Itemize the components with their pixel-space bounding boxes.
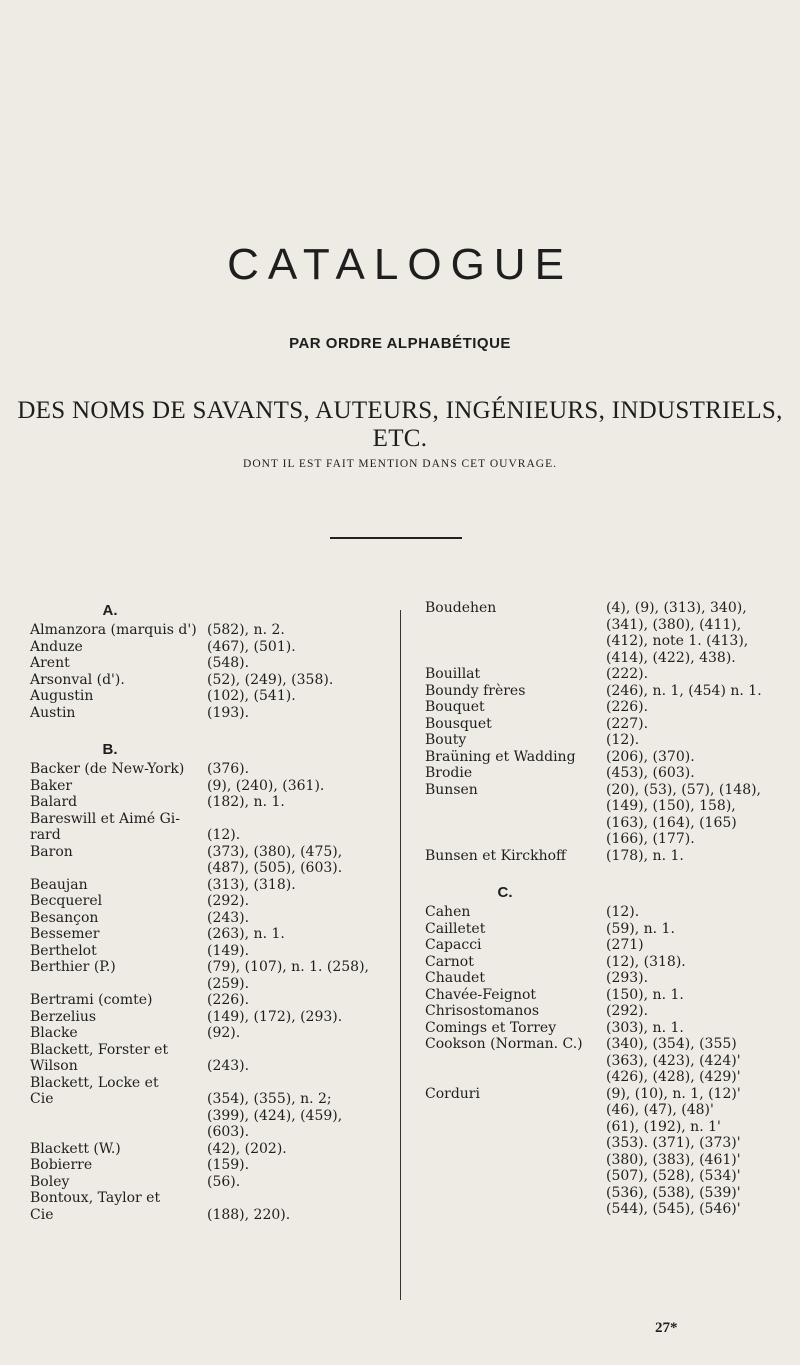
entry-references: (42), (202).: [207, 1140, 287, 1157]
entry-references: (227).: [606, 715, 649, 732]
entry-references: (188), 220).: [207, 1206, 291, 1223]
index-entry: [30, 959, 395, 992]
entry-name: Comings et Torrey: [425, 1019, 557, 1036]
index-entry: [425, 765, 775, 782]
entry-references: (373), (380), (475), (487), (505), (603).: [207, 843, 343, 876]
index-entry: [30, 1141, 395, 1158]
entry-references: (193).: [207, 704, 250, 721]
index-entry: [425, 987, 775, 1004]
entry-references: (293).: [606, 970, 649, 986]
entry-references: (56).: [207, 1173, 241, 1190]
entry-name: Braüning et Wadding: [425, 748, 576, 765]
index-entry: [30, 688, 395, 705]
entry-references: (354), (355), n. 2; (399), (424), (459), (603).: [207, 1091, 343, 1140]
page-heading: DES NOMS DE SAVANTS, AUTEURS, INGÉNIEURS, INDUSTRIELS, ETC.: [17, 397, 783, 452]
entry-name: Bareswill et Aimé Gi- rard: [30, 810, 181, 843]
index-entry: [30, 1075, 395, 1141]
entry-references: (226).: [207, 992, 250, 1008]
index-entry: [425, 937, 775, 954]
entry-references: (376).: [207, 761, 250, 777]
entry-name: Carnot: [425, 953, 474, 970]
entry-name: Berthelot: [30, 942, 97, 959]
index-entry: [30, 926, 395, 943]
entry-references: (102), (541).: [207, 688, 296, 704]
entry-references: (243).: [207, 909, 250, 926]
entry-name: Anduze: [30, 638, 83, 655]
entry-name: Austin: [30, 704, 76, 721]
entry-name: Berzelius: [30, 1008, 97, 1025]
entry-name: Brodie: [425, 765, 473, 781]
entry-references: (4), (9), (313), 340), (341), (380), (411), (412), note 1. (413), (414), (422), 438).: [606, 600, 749, 666]
entry-name: Boudehen: [425, 600, 497, 616]
entry-name: Bousquet: [425, 715, 492, 732]
index-entry: [30, 877, 395, 894]
section-letter: B.: [102, 741, 118, 758]
entry-name: Augustin: [30, 688, 94, 704]
entry-references: (52), (249), (358).: [207, 671, 334, 688]
index-entry: [425, 749, 775, 766]
entry-references: (92).: [207, 1025, 241, 1041]
entry-references: (263), n. 1.: [207, 926, 285, 942]
index-entry: [30, 1157, 395, 1174]
entry-name: Bouillat: [425, 666, 481, 682]
index-entry: [425, 970, 775, 987]
entry-name: Bontoux, Taylor et Cie: [30, 1190, 161, 1223]
entry-references: (149), (172), (293).: [207, 1008, 343, 1025]
divider-rule: [330, 537, 462, 539]
entry-references: (246), n. 1, (454) n. 1.: [606, 682, 762, 699]
entry-references: (149).: [207, 942, 250, 959]
left-column: [30, 600, 395, 1223]
entry-name: Balard: [30, 794, 78, 810]
index-entry: [425, 1036, 775, 1086]
entry-name: Beaujan: [30, 876, 88, 893]
index-entry: [30, 761, 395, 778]
page-subtitle: PAR ORDRE ALPHABÉTIQUE: [289, 335, 511, 352]
index-entry: [425, 1020, 775, 1037]
entry-name: Chaudet: [425, 970, 485, 986]
entry-name: Bunsen et Kirckhoff: [425, 847, 566, 864]
index-entry: [30, 794, 395, 811]
entry-name: Backer (de New-York): [30, 761, 185, 777]
entry-references: (292).: [207, 893, 250, 909]
index-entry: [425, 732, 775, 749]
entry-references: (12).: [207, 827, 241, 843]
section-letter: A.: [102, 602, 118, 619]
index-entry: [30, 943, 395, 960]
entry-name: Boundy frères: [425, 682, 526, 699]
entry-name: Bouty: [425, 732, 467, 748]
entry-name: Bobierre: [30, 1157, 93, 1173]
entry-name: Becquerel: [30, 893, 103, 909]
index-entry: [30, 655, 395, 672]
entry-references: (340), (354), (355) (363), (423), (424)' (426), (428), (429)': [606, 1036, 741, 1085]
entry-name: Cahen: [425, 904, 471, 920]
index-entry: [30, 1042, 395, 1075]
index-entry: [30, 910, 395, 927]
index-entry: [425, 666, 775, 683]
index-entry: [30, 778, 395, 795]
right-column: [425, 600, 775, 1218]
entry-references: (292).: [606, 1003, 649, 1019]
entry-references: (548).: [207, 655, 250, 671]
entry-name: Besançon: [30, 909, 99, 926]
entry-references: (59), n. 1.: [606, 920, 675, 937]
section-gap: [30, 721, 395, 739]
entry-references: (178), n. 1.: [606, 847, 684, 864]
index-entry: [30, 1174, 395, 1191]
entry-name: Blackett, Locke et Cie: [30, 1074, 159, 1107]
index-entry: [425, 904, 775, 921]
index-entry: [30, 1025, 395, 1042]
index-entry: [30, 811, 395, 844]
entry-references: (12), (318).: [606, 953, 686, 970]
entry-references: (582), n. 2.: [207, 622, 285, 638]
index-entry: [425, 600, 775, 666]
entry-name: Cailletet: [425, 920, 486, 937]
entry-name: Blackett (W.): [30, 1140, 121, 1157]
entry-name: Bunsen: [425, 781, 478, 798]
index-entry: [30, 622, 395, 639]
index-entry: [425, 699, 775, 716]
index-entry: [30, 992, 395, 1009]
entry-name: Almanzora (marquis d'): [30, 622, 197, 638]
index-entry: [30, 705, 395, 722]
entry-references: (182), n. 1.: [207, 794, 285, 810]
entry-name: Chavée-Feignot: [425, 986, 537, 1003]
index-entry: [425, 954, 775, 971]
entry-references: (222).: [606, 666, 649, 682]
entry-references: (226).: [606, 699, 649, 715]
page-number: 27*: [655, 1320, 678, 1336]
entry-name: Baker: [30, 777, 73, 794]
index-entry: [425, 848, 775, 865]
entry-references: (150), n. 1.: [606, 986, 684, 1003]
entry-references: (20), (53), (57), (148), (149), (150), 158), (163), (164), (165) (166), (177).: [606, 781, 762, 847]
entry-name: Chrisostomanos: [425, 1003, 540, 1019]
entry-references: (206), (370).: [606, 748, 695, 765]
index-entry: [30, 1009, 395, 1026]
entry-name: Baron: [30, 843, 73, 860]
index-entry: [425, 1003, 775, 1020]
index-entry: [425, 921, 775, 938]
entry-name: Corduri: [425, 1085, 480, 1102]
index-entry: [425, 782, 775, 848]
entry-references: (9), (10), n. 1, (12)' (46), (47), (48)' (61), (192), n. 1' (353). (371), (373)' (380), (383), (461)' (507), (528), (534)' (536), (538), (539)' (544), (545), (546)': [606, 1085, 741, 1217]
entry-name: Cookson (Norman. C.): [425, 1036, 583, 1052]
entry-name: Berthier (P.): [30, 959, 116, 975]
entry-references: (12).: [606, 732, 640, 748]
entry-name: Blacke: [30, 1025, 78, 1041]
entry-references: (243).: [207, 1058, 250, 1074]
entry-name: Arent: [30, 655, 70, 671]
index-entry: [425, 716, 775, 733]
index-entry: [425, 1086, 775, 1218]
index-entry: [30, 672, 395, 689]
entry-references: (271): [606, 937, 644, 953]
entry-references: (159).: [207, 1157, 250, 1173]
entry-name: Bertrami (comte): [30, 992, 153, 1008]
entry-references: (79), (107), n. 1. (258), (259).: [207, 959, 370, 992]
entry-references: (303), n. 1.: [606, 1019, 684, 1036]
entry-name: Boley: [30, 1173, 70, 1190]
index-entry: [30, 893, 395, 910]
entry-references: (453), (603).: [606, 765, 695, 781]
entry-references: (313), (318).: [207, 876, 296, 893]
entry-name: Bouquet: [425, 699, 485, 715]
index-entry: [30, 639, 395, 656]
entry-name: Bessemer: [30, 926, 100, 942]
index-entry: [30, 844, 395, 877]
entry-name: Blackett, Forster et Wilson: [30, 1041, 169, 1074]
section-gap: [425, 864, 775, 882]
index-entry: [425, 683, 775, 700]
page-title: CATALOGUE: [227, 240, 573, 289]
index-entry: [30, 1190, 395, 1223]
entry-references: (467), (501).: [207, 638, 296, 655]
entry-references: (12).: [606, 904, 640, 920]
page-tagline: DONT IL EST FAIT MENTION DANS CET OUVRAGE.: [243, 458, 557, 470]
column-divider: [400, 610, 401, 1300]
section-letter: C.: [497, 884, 513, 901]
entry-name: Arsonval (d').: [30, 671, 125, 688]
entry-references: (9), (240), (361).: [207, 777, 325, 794]
entry-name: Capacci: [425, 937, 482, 953]
